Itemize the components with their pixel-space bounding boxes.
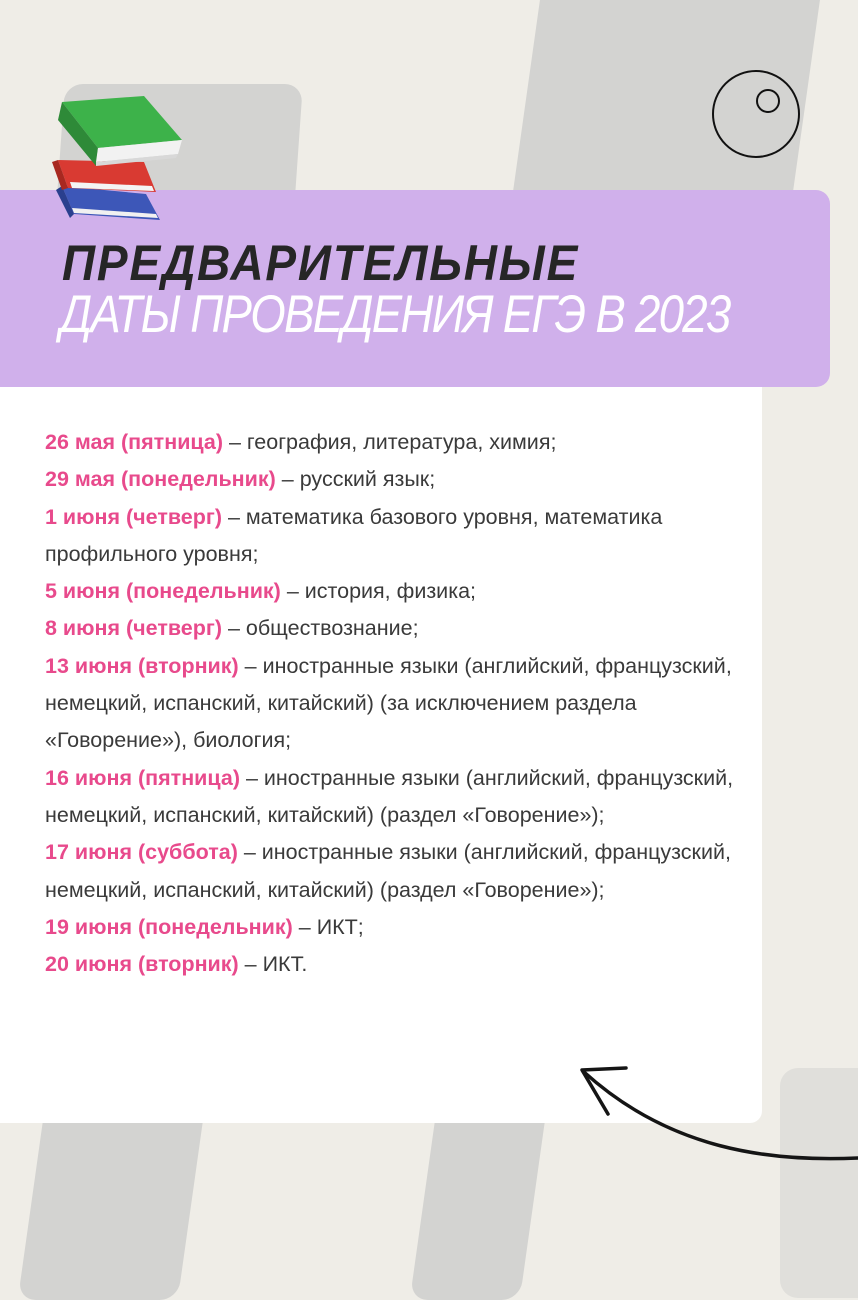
entry-date: 26 мая (пятница) (45, 430, 224, 454)
entry-date: 5 июня (понедельник) (45, 579, 281, 604)
schedule-entry (45, 424, 745, 461)
schedule-entry (45, 648, 745, 760)
entry-subjects: – обществознание; (222, 616, 419, 641)
entry-subjects: – история, физика; (280, 579, 477, 604)
page-title: ПРЕДВАРИТЕЛЬНЫЕ (62, 235, 580, 291)
entry-date: 20 июня (вторник) (45, 952, 239, 977)
entry-date: 16 июня (пятница) (45, 765, 240, 790)
entry-subjects: – география, литература, химия; (223, 430, 557, 454)
entry-date: 29 мая (понедельник) (45, 467, 276, 492)
schedule-entry (45, 610, 745, 647)
entry-date: 17 июня (суббота) (45, 840, 238, 865)
books-icon (48, 96, 188, 224)
schedule-entry (45, 499, 745, 574)
entry-subjects: – ИКТ; (292, 914, 364, 939)
schedule-entry (45, 946, 745, 983)
entry-subjects: – русский язык; (275, 467, 436, 492)
curved-arrow-icon (570, 1050, 858, 1180)
entry-date: 19 июня (понедельник) (45, 914, 293, 939)
entry-subjects: – иностранные языки (английский, французский, немецкий, испанский, китайский) (раздел «Говорение»); (45, 840, 731, 902)
schedule-entry (45, 461, 745, 498)
entry-subjects: – иностранные языки (английский, французский, немецкий, испанский, китайский) (раздел «Говорение»); (45, 765, 734, 827)
schedule-list (45, 424, 745, 983)
entry-subjects: – ИКТ. (238, 952, 308, 977)
schedule-entry (45, 834, 745, 909)
entry-subjects: – математика базового уровня, математика профильного уровня; (45, 504, 663, 566)
entry-date: 1 июня (четверг) (45, 504, 222, 529)
schedule-entry (45, 573, 745, 610)
circle-decoration-inner (756, 89, 780, 113)
schedule-entry (45, 909, 745, 946)
entry-date: 13 июня (вторник) (45, 653, 239, 678)
page-subtitle: ДАТЫ ПРОВЕДЕНИЯ ЕГЭ В 2023 (60, 285, 730, 344)
schedule-entry (45, 760, 745, 835)
circle-decoration (712, 70, 800, 158)
entry-date: 8 июня (четверг) (45, 616, 222, 641)
entry-subjects: – иностранные языки (английский, французский, немецкий, испанский, китайский) (за исключением раздела «Говорение»), биология; (45, 653, 732, 753)
